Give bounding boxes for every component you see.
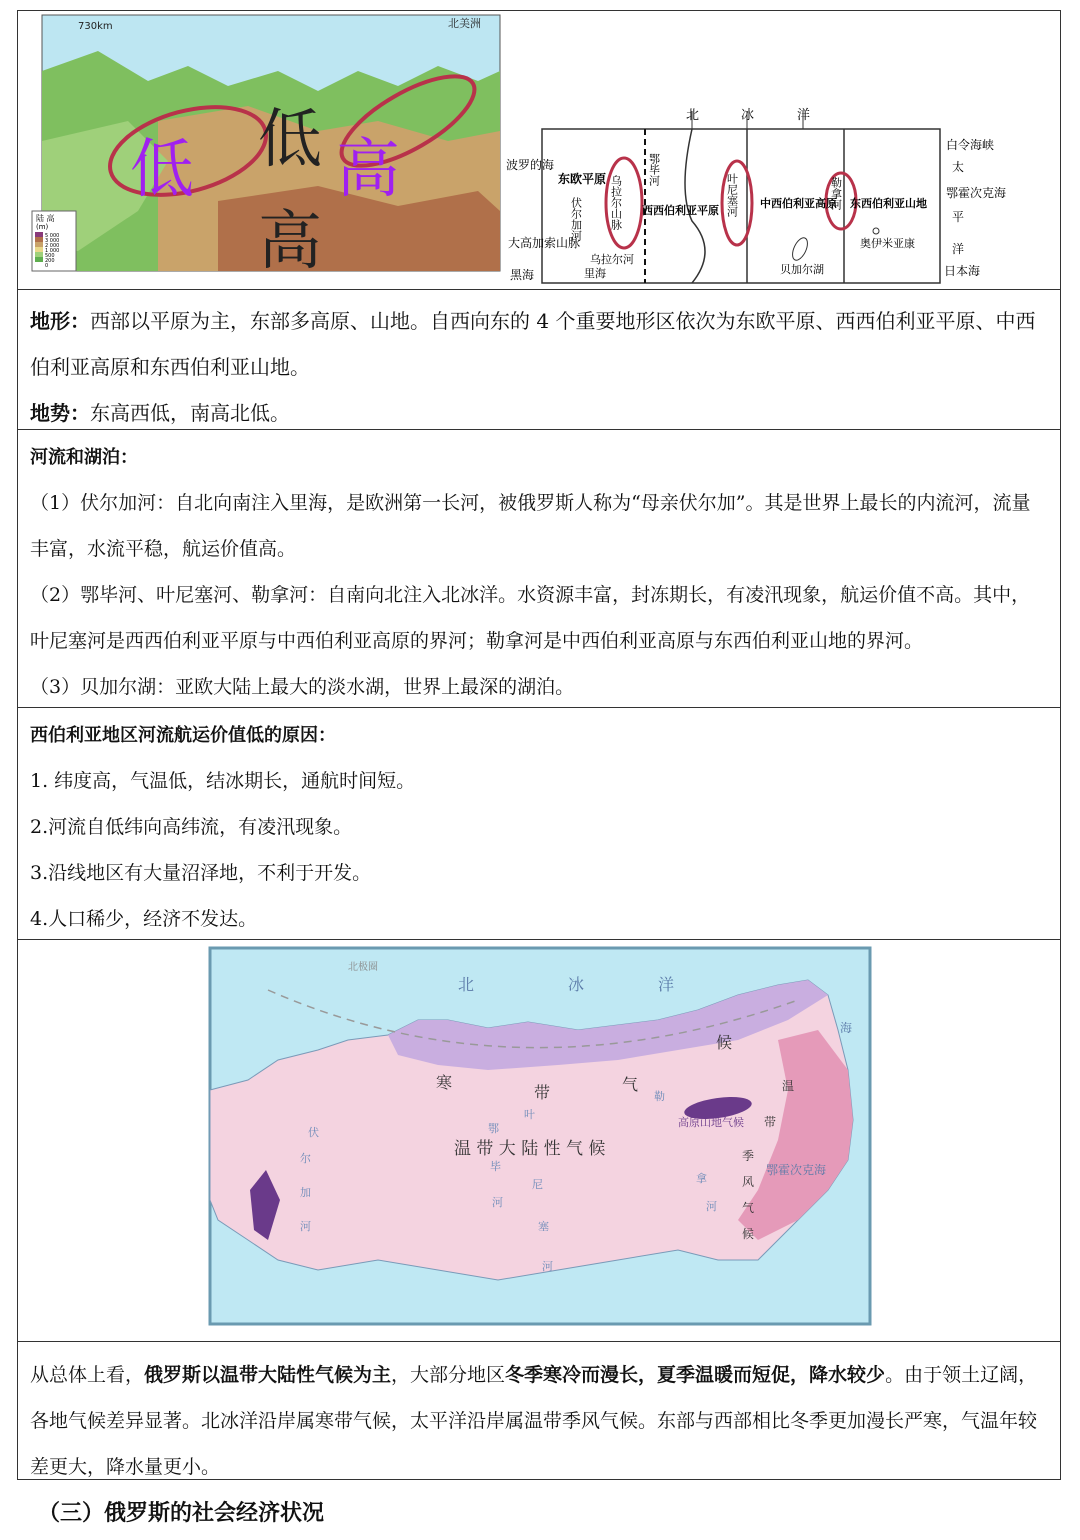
arctic-circle-label: 北极圈	[348, 962, 378, 973]
rivers-lakes-title: 河流和湖泊：	[30, 447, 138, 468]
legend-title: 陆 高	[36, 214, 55, 223]
label-bering-strait: 白令海峡	[946, 138, 995, 152]
region-ural-mountains: 乌拉尔山脉	[609, 175, 623, 230]
lake-baikal: 贝加尔湖	[780, 263, 824, 276]
legend-value: 3 000	[45, 238, 60, 244]
terrain-figures	[18, 11, 1059, 289]
schematic-top-label: 北	[686, 108, 700, 123]
river-label: 毕	[490, 1160, 501, 1173]
map-label-high-2: 高	[258, 205, 322, 279]
legend-unit: (m)	[36, 223, 49, 231]
river-label: 河	[492, 1196, 503, 1209]
map-legend	[32, 211, 76, 271]
schematic-caspian: 里海	[584, 267, 606, 280]
tundra-label: 带	[534, 1083, 551, 1102]
highland-climate-label: 高原山地气候	[678, 1116, 744, 1129]
climate-text: 。由于领土辽阔，各地气候差异显著。北冰洋沿岸属寒带气候，太平洋沿岸属温带季风气候。东部与西部相比冬季更加漫长严寒，气温年较差更大，降水量更小。	[30, 1364, 1038, 1478]
climate-summary-section	[17, 1342, 1061, 1480]
legend-value: 0	[45, 263, 49, 269]
monsoon-label: 气	[742, 1201, 755, 1215]
legend-value: 2 000	[45, 243, 60, 249]
siberia-item: 1. 纬度高，气温低，结冰期长，通航时间短。	[30, 770, 416, 792]
schematic-top-label: 冰	[741, 108, 755, 123]
city-oymyakon: 奥伊米亚康	[860, 237, 915, 250]
continental-climate-label: 温 带 大 陆 性 气 候	[454, 1139, 606, 1159]
terrain-text: 西部以平原为主，东部多高原、山地。自西向东的 4 个重要地形区依次为东欧平原、西西伯利亚平原、中西伯利亚高原和东西伯利亚山地。	[30, 309, 1036, 379]
tundra-label: 寒	[436, 1073, 453, 1092]
river-label: 拿	[696, 1172, 707, 1185]
siberia-item: 2.河流自低纬向高纬流，有凌汛现象。	[30, 816, 353, 838]
rivers-paragraph-baikal: （3）贝加尔湖：亚欧大陆上最大的淡水湖，世界上最深的湖泊。	[30, 676, 575, 698]
map-scale: 730km	[78, 21, 113, 32]
terrain-schematic	[506, 108, 1006, 283]
label-pacific-1: 太	[952, 160, 965, 174]
river-label: 叶	[524, 1108, 535, 1121]
river-ural: 乌拉尔河	[590, 253, 634, 266]
legend-value: 500	[45, 253, 55, 259]
river-ob: 鄂毕河	[647, 153, 661, 186]
map-label-north-america: 北美洲	[448, 17, 481, 30]
climate-sea-label: 海	[840, 1021, 853, 1035]
legend-value: 5 000	[45, 233, 60, 239]
label-pacific-2: 平	[952, 210, 965, 224]
monsoon-label: 风	[742, 1175, 755, 1189]
climate-map-row	[17, 940, 1061, 1342]
region-east-european-plain: 东欧平原	[558, 172, 607, 186]
tundra-label: 候	[716, 1033, 733, 1052]
river-label: 伏	[308, 1126, 319, 1139]
tundra-label: 气	[622, 1075, 639, 1094]
climate-text: 从总体上看，	[30, 1364, 145, 1386]
schematic-baltic-sea: 波罗的海	[506, 158, 555, 172]
monsoon-label: 候	[742, 1227, 755, 1241]
terrain-paragraph	[30, 298, 1048, 390]
label-okhotsk-sea: 鄂霍次克海	[946, 186, 1007, 200]
river-volga: 伏尔加河	[569, 197, 583, 241]
monsoon-label: 带	[764, 1115, 777, 1129]
climate-ocean-label: 北	[458, 975, 475, 994]
rivers-paragraph-siberian: （2）鄂毕河、叶尼塞河、勒拿河：自南向北注入北冰洋。水资源丰富，封冻期长，有凌汛现象，航运价值不高。其中，叶尼塞河是西西伯利亚平原与中西伯利亚高原的界河；勒拿河是中西伯利亚高原与东西伯利亚山地的界河。	[30, 584, 1031, 652]
climate-summary-paragraph	[30, 1352, 1048, 1490]
region-central-siberian-plateau: 中西伯利亚高原	[760, 197, 837, 210]
siberia-item: 3.沿线地区有大量沼泽地，不利于开发。	[30, 862, 372, 884]
siberia-title: 西伯利亚地区河流航运价值低的原因：	[30, 725, 336, 746]
map-label-high-1: 高	[336, 133, 400, 207]
climate-ocean-label: 冰	[568, 975, 585, 994]
legend-value: 200	[45, 258, 55, 264]
river-label: 河	[706, 1200, 717, 1213]
siberia-item: 4.人口稀少，经济不发达。	[30, 908, 258, 930]
river-label: 塞	[538, 1220, 549, 1233]
river-label: 鄂	[488, 1122, 499, 1135]
map-label-low-1: 低	[130, 133, 194, 207]
siberia-navigation-section	[17, 708, 1061, 940]
river-label: 河	[300, 1220, 311, 1233]
river-yenisei: 叶尼塞河	[725, 173, 739, 217]
climate-ocean-label: 洋	[658, 975, 675, 994]
terrain-section	[17, 290, 1061, 430]
climate-text-bold: 冬季寒冷而漫长，夏季温暖而短促，降水较少	[505, 1364, 886, 1386]
river-label: 河	[542, 1260, 553, 1273]
river-label: 加	[300, 1186, 311, 1199]
elevation-text: 东高西低，南高北低。	[90, 401, 290, 425]
river-label: 尼	[532, 1178, 543, 1191]
schematic-caucasus: 大高加索山脉	[508, 236, 581, 250]
terrain-figure-row	[17, 10, 1061, 290]
rivers-paragraph-volga: （1）伏尔加河：自北向南注入里海，是欧洲第一长河，被俄罗斯人称为“母亲伏尔加”。其是世界上最长的内流河，流量丰富，水流平稳，航运价值高。	[30, 492, 1031, 560]
river-lena: 勒拿河	[829, 177, 843, 210]
monsoon-label: 温	[782, 1079, 795, 1093]
schematic-top-label: 洋	[797, 108, 811, 123]
river-label: 尔	[300, 1152, 311, 1165]
document-page	[17, 10, 1061, 1480]
region-west-siberian-plain: 西西伯利亚平原	[642, 204, 719, 217]
rivers-lakes-section	[17, 430, 1061, 708]
section-heading-economy: （三）俄罗斯的社会经济状况	[38, 1501, 325, 1526]
okhotsk-label: 鄂霍次克海	[766, 1163, 827, 1177]
schematic-black-sea: 黑海	[510, 268, 535, 282]
river-label: 勒	[654, 1090, 665, 1103]
map-label-low-2: 低	[258, 103, 322, 177]
monsoon-label: 季	[742, 1149, 755, 1163]
terrain-label: 地形：	[30, 309, 90, 333]
label-sea-of-japan: 日本海	[944, 264, 981, 278]
climate-text-bold: 俄罗斯以温带大陆性气候为主	[144, 1364, 392, 1386]
elevation-label: 地势：	[30, 401, 90, 425]
region-east-siberian-mountains: 东西伯利亚山地	[850, 197, 927, 210]
legend-value: 1 000	[45, 248, 60, 254]
climate-text: ，大部分地区	[391, 1364, 506, 1386]
label-pacific-3: 洋	[952, 242, 965, 256]
relief-map	[32, 15, 500, 279]
climate-map	[18, 940, 1059, 1340]
